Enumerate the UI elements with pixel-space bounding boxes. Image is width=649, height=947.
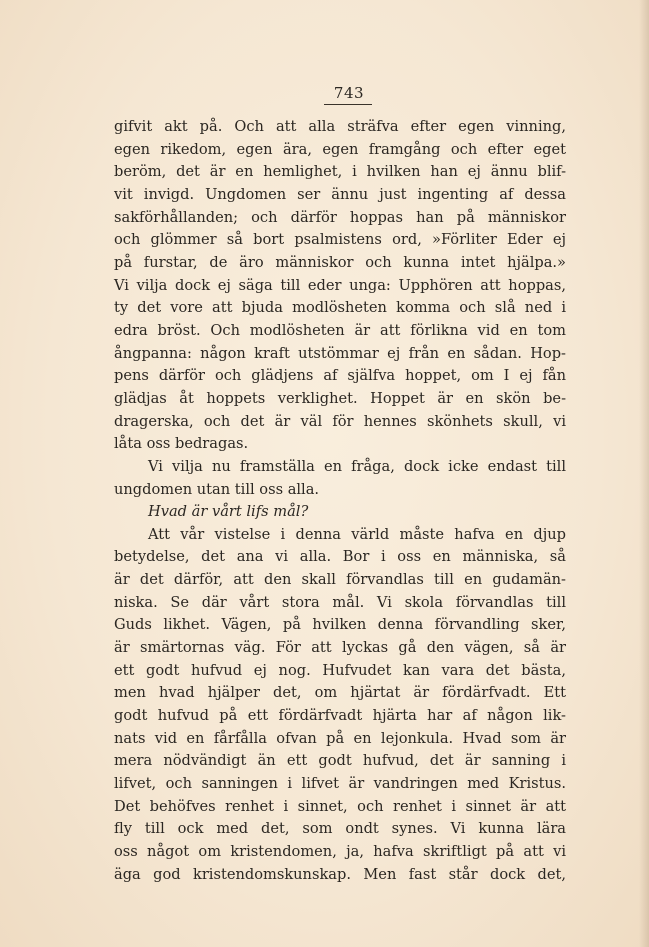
text-line: och glömmer så bort psalmistens ord, »Förliter Eder ej [114, 231, 566, 249]
text-line: men hvad hjälper det, om hjärtat är fördärfvadt. Ett [114, 684, 566, 702]
text-line: egen rikedom, egen ära, egen framgång och efter eget [114, 140, 566, 158]
text-line: niska. Se där vårt stora mål. Vi skola förvandlas till [114, 593, 566, 611]
text-line: godt hufvud på ett fördärfvadt hjärta har af någon lik- [114, 707, 566, 725]
page-edge-shadow [639, 0, 649, 947]
text-line: pens därför och glädjens af själfva hoppet, om I ej fån [114, 367, 566, 385]
text-line: är det därför, att den skall förvandlas till en gudamän- [114, 571, 566, 589]
text-line: ungdomen utan till oss alla. [114, 480, 320, 498]
text-line: är smärtornas väg. För att lyckas gå den vägen, så är [114, 639, 566, 657]
text-line: Vi vilja nu framställa en fråga, dock icke endast till [148, 457, 566, 475]
text-line: vit invigd. Ungdomen ser ännu just ingenting af dessa [114, 185, 566, 203]
page-number: 743 [333, 84, 365, 102]
text-line: Guds likhet. Vägen, på hvilken denna förvandling sker, [114, 616, 566, 634]
section-question: Hvad är vårt lifs mål? [148, 503, 309, 521]
text-line: lifvet, och sanningen i lifvet är vandringen med Kristus. [114, 775, 566, 793]
text-line: Det behöfves renhet i sinnet, och renhet i sinnet är att [114, 797, 566, 815]
text-line: Vi vilja dock ej säga till eder unga: Upphören att hoppas, [114, 276, 566, 294]
text-line: Att vår vistelse i denna värld måste hafva en djup [148, 525, 566, 543]
text-line: ett godt hufvud ej nog. Hufvudet kan vara det bästa, [114, 661, 566, 679]
text-line: sakförhållanden; och därför hoppas han på människor [114, 208, 566, 226]
text-line: glädjas åt hoppets verklighet. Hoppet är en skön be- [114, 389, 566, 407]
text-line: ångpanna: någon kraft utstömmar ej från en sådan. Hop- [114, 344, 566, 362]
text-line: betydelse, det ana vi alla. Bor i oss en människa, så [114, 548, 566, 566]
text-line: gifvit akt på. Och att alla sträfva efter egen vinning, [114, 118, 566, 135]
text-line: oss något om kristendomen, ja, hafva skriftligt på att vi [114, 843, 566, 860]
text-line: på furstar, de äro människor och kunna intet hjälpa.» [114, 253, 566, 271]
text-line: fly till ock med det, som ondt synes. Vi kunna lära [114, 820, 566, 838]
page-number-rule [324, 104, 372, 105]
text-line: edra bröst. Och modlösheten är att förlikna vid en tom [114, 321, 566, 339]
text-line: låta oss bedragas. [114, 435, 249, 453]
text-line: äga god kristendomskunskap. Men fast står dock det, [114, 865, 566, 883]
text-line: mera nödvändigt än ett godt hufvud, det är sanning i [114, 752, 566, 770]
body-text [114, 116, 566, 886]
text-line: nats vid en fårfålla ofvan på en lejonkula. Hvad som är [114, 729, 566, 747]
text-line: dragerska, och det är väl för hennes skönhets skull, vi [114, 412, 566, 430]
text-line: beröm, det är en hemlighet, i hvilken han ej ännu blif- [114, 163, 566, 181]
text-line: ty det vore att bjuda modlösheten komma och slå ned i [114, 299, 566, 317]
